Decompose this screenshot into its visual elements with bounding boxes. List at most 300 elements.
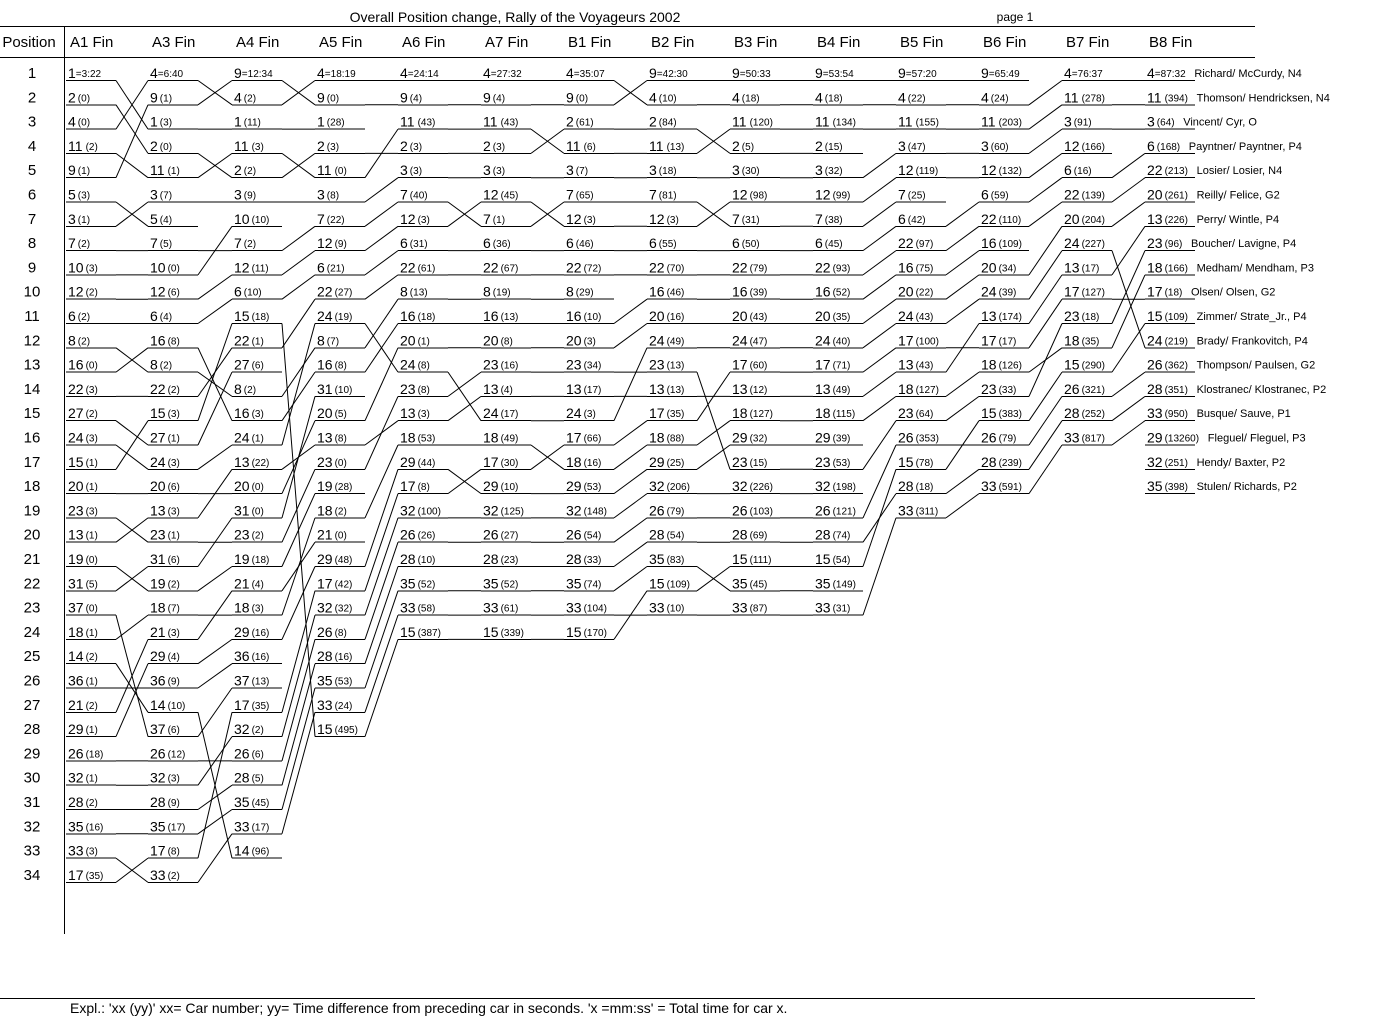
car-entry (979, 284, 1029, 300)
crew-name: Hendy/ Baxter, P2 (1196, 456, 1286, 469)
time-diff: (1) (85, 482, 98, 494)
stage-header: A4 Fin (236, 34, 280, 51)
car-number: 24 (815, 332, 831, 349)
car-number: 4 (68, 113, 76, 130)
car-entry (896, 65, 946, 81)
position-label: 24 (23, 623, 41, 641)
car-number: 22 (483, 259, 499, 276)
car-number: 31 (317, 380, 333, 397)
time-diff: (2) (85, 700, 98, 712)
car-number: 31 (150, 551, 166, 567)
car-entry (813, 162, 863, 178)
car-number: 31 (68, 575, 84, 592)
car-number: 28 (981, 453, 997, 470)
time-diff: (3) (85, 846, 98, 858)
time-diff: (48) (334, 555, 353, 566)
time-diff: (33) (998, 384, 1017, 396)
car-entry (647, 187, 697, 203)
time-diff: (64) (915, 409, 934, 421)
car-number: 9 (649, 65, 657, 81)
car-entry (979, 454, 1029, 470)
time-diff: (383) (998, 409, 1022, 421)
stage-header: B7 Fin (1066, 34, 1110, 51)
car-number: 20 (150, 478, 166, 495)
car-entry (315, 211, 365, 227)
time-diff: (8) (167, 336, 180, 348)
position-connector (448, 372, 481, 396)
car-number: 2 (150, 137, 158, 154)
car-number: 6 (234, 283, 242, 300)
car-entry (647, 89, 697, 105)
car-entry (148, 138, 198, 154)
time-diff: (1) (85, 627, 98, 639)
car-entry (232, 794, 282, 810)
time-diff: (10) (251, 214, 270, 226)
car-entry (564, 65, 614, 81)
car-number: 16 (649, 283, 665, 300)
car-number: 11 (400, 113, 415, 130)
time-diff: (74) (583, 579, 602, 591)
car-number: 28 (317, 648, 333, 665)
car-entry (896, 405, 946, 421)
car-entry (232, 235, 282, 251)
time-diff: (24) (990, 93, 1009, 105)
time-diff: (8) (417, 360, 430, 372)
stage-header: A1 Fin (70, 34, 114, 51)
car-number: 28 (732, 526, 748, 543)
time-diff: (17) (1081, 263, 1100, 275)
car-entry (398, 259, 448, 275)
car-entry (66, 381, 116, 397)
car-number: 11 (981, 113, 996, 130)
car-entry (315, 381, 365, 397)
time-diff: (98) (749, 190, 768, 202)
car-number: 17 (898, 332, 914, 349)
car-number: 4 (234, 89, 242, 106)
time-diff: (30) (741, 166, 760, 178)
time-diff: (0) (85, 603, 98, 615)
time-diff: (278) (1081, 93, 1105, 105)
car-entry (66, 697, 116, 713)
car-number: 6 (566, 235, 574, 252)
car-number: 16 (566, 308, 582, 324)
time-diff: (75) (915, 263, 934, 275)
time-diff: (39) (749, 287, 768, 299)
car-number: 17 (400, 478, 416, 495)
car-number: 23 (898, 405, 914, 422)
car-number: 5 (68, 186, 76, 203)
car-number: 3 (1147, 113, 1155, 130)
time-diff: (28) (326, 117, 345, 129)
car-entry (813, 138, 863, 154)
car-number: 26 (234, 745, 250, 762)
position-connector (1112, 178, 1145, 202)
car-number: 19 (317, 478, 333, 495)
car-entry (66, 624, 116, 640)
car-number: 3 (1064, 113, 1072, 130)
time-diff: (43) (915, 312, 934, 323)
position-connector (1029, 81, 1062, 105)
car-number: 32 (649, 478, 665, 495)
car-entry (1062, 65, 1112, 81)
car-number: 7 (815, 210, 823, 227)
time-diff: (3) (583, 336, 596, 348)
car-entry (481, 259, 531, 275)
position-connector (614, 348, 647, 421)
time-diff: (32) (749, 433, 768, 445)
car-number: 15 (649, 575, 665, 592)
stage-header: B2 Fin (651, 34, 695, 51)
car-entry (148, 770, 198, 786)
time-diff: (97) (915, 239, 934, 251)
time-diff: (121) (832, 506, 856, 518)
car-entry (66, 867, 116, 883)
car-number: 18 (732, 405, 748, 422)
position-connector (863, 469, 896, 566)
car-entry (1145, 454, 1285, 470)
car-number: 10 (234, 210, 250, 227)
total-time: =12:34 (241, 69, 273, 80)
car-entry (813, 235, 863, 251)
position-connector (1029, 396, 1062, 445)
position-connector (282, 275, 315, 299)
time-diff: (1) (85, 530, 98, 542)
car-entry (730, 551, 780, 567)
car-entry (66, 794, 116, 810)
crew-name: Perry/ Wintle, P4 (1196, 213, 1280, 226)
car-number: 28 (649, 526, 665, 543)
page-label: page 1 (996, 10, 1034, 24)
car-number: 27 (234, 356, 250, 373)
car-number: 3 (981, 137, 989, 154)
car-entry (232, 770, 282, 786)
car-entry (315, 332, 365, 348)
crew-name: Stulen/ Richards, P2 (1196, 481, 1297, 494)
car-number: 8 (150, 356, 158, 373)
position-label: 11 (24, 308, 40, 325)
time-diff: (5) (741, 141, 755, 153)
time-diff: (6) (167, 555, 180, 566)
car-number: 29 (400, 453, 416, 470)
car-number: 1 (150, 113, 158, 130)
car-number: 22 (1147, 162, 1163, 179)
car-entry (232, 89, 282, 105)
position-connector (365, 567, 398, 664)
car-entry (232, 745, 282, 761)
car-entry (66, 575, 116, 591)
stage-header: A3 Fin (152, 34, 196, 51)
car-number: 20 (1147, 186, 1163, 203)
time-diff: (3) (251, 141, 264, 153)
time-diff: (170) (583, 627, 607, 639)
car-entry (66, 478, 116, 494)
car-number: 23 (1147, 235, 1163, 252)
time-diff: (88) (666, 433, 685, 445)
car-number: 20 (898, 283, 914, 300)
car-entry (232, 648, 282, 664)
car-number: 21 (234, 575, 250, 592)
position-connector (116, 615, 148, 639)
car-number: 26 (732, 502, 748, 519)
time-diff: (78) (915, 457, 934, 469)
stage-column (148, 34, 198, 883)
car-number: 15 (483, 623, 499, 640)
total-time: =3:22 (75, 69, 102, 80)
car-number: 29 (732, 429, 748, 446)
car-number: 13 (1064, 259, 1080, 276)
car-number: 3 (815, 162, 823, 179)
time-diff: (3) (583, 409, 596, 421)
car-entry (481, 527, 531, 543)
time-diff: (134) (832, 117, 856, 129)
car-entry (232, 843, 282, 859)
car-entry (398, 527, 448, 543)
time-diff: (219) (1164, 336, 1188, 348)
time-diff: (3) (167, 627, 180, 639)
car-number: 31 (234, 502, 250, 519)
time-diff: (8) (417, 482, 430, 494)
position-connector (614, 445, 647, 469)
stage-column (647, 34, 697, 616)
car-entry (481, 138, 531, 154)
car-number: 13 (898, 356, 914, 373)
car-number: 18 (566, 453, 582, 470)
time-diff: (9) (167, 676, 180, 688)
car-number: 12 (649, 210, 665, 227)
car-entry (813, 114, 863, 130)
position-connector (198, 639, 232, 663)
car-entry (730, 284, 780, 300)
car-number: 11 (1147, 89, 1162, 106)
car-number: 4 (400, 65, 408, 81)
position-label: 17 (23, 453, 41, 471)
position-connector (448, 372, 481, 421)
car-entry (1145, 284, 1275, 300)
car-entry (315, 502, 365, 518)
position-connector (365, 615, 398, 712)
car-number: 14 (234, 842, 250, 859)
time-diff: (47) (749, 336, 768, 348)
time-diff: (6) (167, 725, 180, 737)
car-number: 33 (649, 599, 665, 616)
car-number: 33 (317, 696, 333, 713)
car-entry (896, 187, 946, 203)
total-time: =76:37 (1071, 69, 1103, 80)
car-entry (564, 259, 614, 275)
car-number: 16 (68, 356, 84, 373)
car-entry (896, 211, 946, 227)
car-number: 33 (483, 599, 499, 616)
car-number: 33 (150, 866, 166, 883)
car-number: 16 (732, 283, 748, 300)
time-diff: (104) (583, 603, 607, 615)
car-number: 4 (732, 89, 740, 106)
time-diff: (155) (915, 117, 939, 129)
time-diff: (6) (251, 749, 264, 761)
car-number: 29 (566, 478, 582, 495)
time-diff: (49) (500, 433, 519, 445)
car-number: 7 (68, 235, 76, 252)
car-entry (813, 600, 863, 616)
car-entry (66, 843, 116, 859)
car-number: 13 (150, 502, 166, 519)
car-entry (315, 624, 365, 640)
car-entry (1062, 308, 1112, 324)
time-diff: (3) (85, 384, 98, 396)
car-entry (647, 65, 697, 81)
time-diff: (1) (77, 166, 91, 178)
position-connector (282, 396, 315, 518)
position-connector (1029, 105, 1062, 129)
time-diff: (50) (741, 239, 760, 251)
car-entry (66, 770, 116, 786)
time-diff: (61) (417, 263, 436, 275)
car-entry (398, 502, 448, 518)
car-number: 23 (732, 453, 748, 470)
position-connector (946, 299, 979, 323)
time-diff: (8) (326, 190, 340, 202)
time-diff: (3) (409, 166, 423, 178)
car-number: 24 (898, 308, 914, 324)
time-diff: (15) (824, 141, 843, 153)
car-entry (813, 551, 863, 567)
car-entry (564, 430, 614, 446)
time-diff: (72) (583, 263, 602, 275)
car-number: 15 (898, 453, 914, 470)
position-connector (946, 372, 979, 396)
time-diff: (3) (85, 263, 98, 275)
car-number: 29 (483, 478, 499, 495)
position-connector (1112, 421, 1145, 445)
car-number: 7 (234, 235, 242, 252)
car-entry (232, 600, 282, 616)
stage-column (315, 34, 365, 737)
car-number: 13 (317, 429, 333, 446)
time-diff: (126) (998, 360, 1022, 372)
car-number: 28 (400, 551, 416, 567)
time-diff: (81) (658, 190, 677, 202)
car-number: 17 (649, 405, 665, 422)
position-label: 7 (27, 210, 37, 228)
car-entry (398, 624, 448, 640)
car-entry (813, 187, 863, 203)
car-entry (315, 284, 365, 300)
car-entry (1145, 187, 1280, 203)
time-diff: (3) (167, 457, 180, 469)
car-entry (647, 259, 697, 275)
car-number: 21 (150, 623, 166, 640)
car-entry (232, 478, 282, 494)
time-diff: (353) (915, 433, 939, 445)
position-label: 29 (23, 745, 41, 763)
car-number: 24 (1064, 235, 1080, 252)
car-entry (896, 381, 946, 397)
time-diff: (174) (998, 312, 1022, 323)
car-entry (896, 284, 946, 300)
car-number: 20 (981, 259, 997, 276)
time-diff: (19) (492, 287, 511, 299)
car-entry (481, 284, 531, 300)
car-number: 11 (317, 162, 332, 179)
car-entry (647, 308, 697, 324)
time-diff: (79) (666, 506, 685, 518)
crew-name: Zimmer/ Strate_Jr., P4 (1196, 311, 1307, 323)
car-entry (1062, 89, 1112, 105)
car-entry (148, 648, 198, 664)
car-entry (730, 308, 780, 324)
position-connector (1029, 299, 1062, 348)
car-entry (66, 332, 116, 348)
position-label: 1 (27, 65, 37, 82)
stage-column (564, 34, 614, 640)
time-diff: (49) (666, 336, 685, 348)
car-entry (979, 138, 1029, 154)
time-diff: (6) (167, 482, 180, 494)
time-diff: (0) (159, 141, 173, 153)
car-entry (315, 430, 365, 446)
time-diff: (64) (1156, 117, 1175, 129)
car-number: 36 (68, 672, 84, 689)
car-entry (979, 381, 1029, 397)
car-number: 12 (150, 283, 166, 300)
time-diff: (5) (334, 409, 347, 421)
time-diff: (290) (1081, 360, 1105, 372)
car-entry (979, 308, 1029, 324)
position-label: 21 (23, 551, 41, 568)
time-diff: (16) (251, 652, 270, 664)
car-entry (1145, 332, 1308, 348)
car-entry (66, 648, 116, 664)
car-entry (315, 600, 365, 616)
car-number: 32 (566, 502, 582, 519)
position-label: 32 (23, 818, 41, 836)
time-diff: (35) (85, 870, 104, 882)
time-diff: (8) (167, 846, 180, 858)
car-entry (148, 211, 198, 227)
car-entry (481, 211, 531, 227)
car-number: 9 (317, 89, 325, 106)
time-diff: (251) (1164, 457, 1188, 469)
car-number: 7 (732, 210, 740, 227)
car-number: 23 (400, 380, 416, 397)
car-number: 9 (150, 89, 158, 106)
time-diff: (52) (417, 579, 436, 591)
time-diff: (166) (1081, 141, 1105, 153)
car-entry (315, 454, 365, 470)
position-connector (614, 469, 647, 493)
car-number: 23 (234, 526, 250, 543)
time-diff: (22) (326, 214, 345, 226)
car-number: 23 (566, 356, 582, 373)
position-connector (282, 494, 315, 567)
car-entry (896, 502, 946, 518)
car-entry (66, 259, 116, 275)
position-connector (365, 299, 398, 348)
time-diff: (10) (334, 384, 353, 396)
car-number: 12 (234, 259, 250, 276)
time-diff: (22) (251, 457, 270, 469)
position-connector (863, 372, 896, 396)
car-number: 17 (483, 453, 499, 470)
position-connector (198, 834, 232, 883)
time-diff: (28) (334, 482, 353, 494)
car-number: 20 (400, 332, 416, 349)
car-entry (1145, 235, 1296, 251)
car-number: 12 (981, 162, 997, 179)
car-number: 35 (483, 575, 499, 592)
time-diff: (13) (500, 312, 519, 323)
car-number: 33 (68, 842, 84, 859)
